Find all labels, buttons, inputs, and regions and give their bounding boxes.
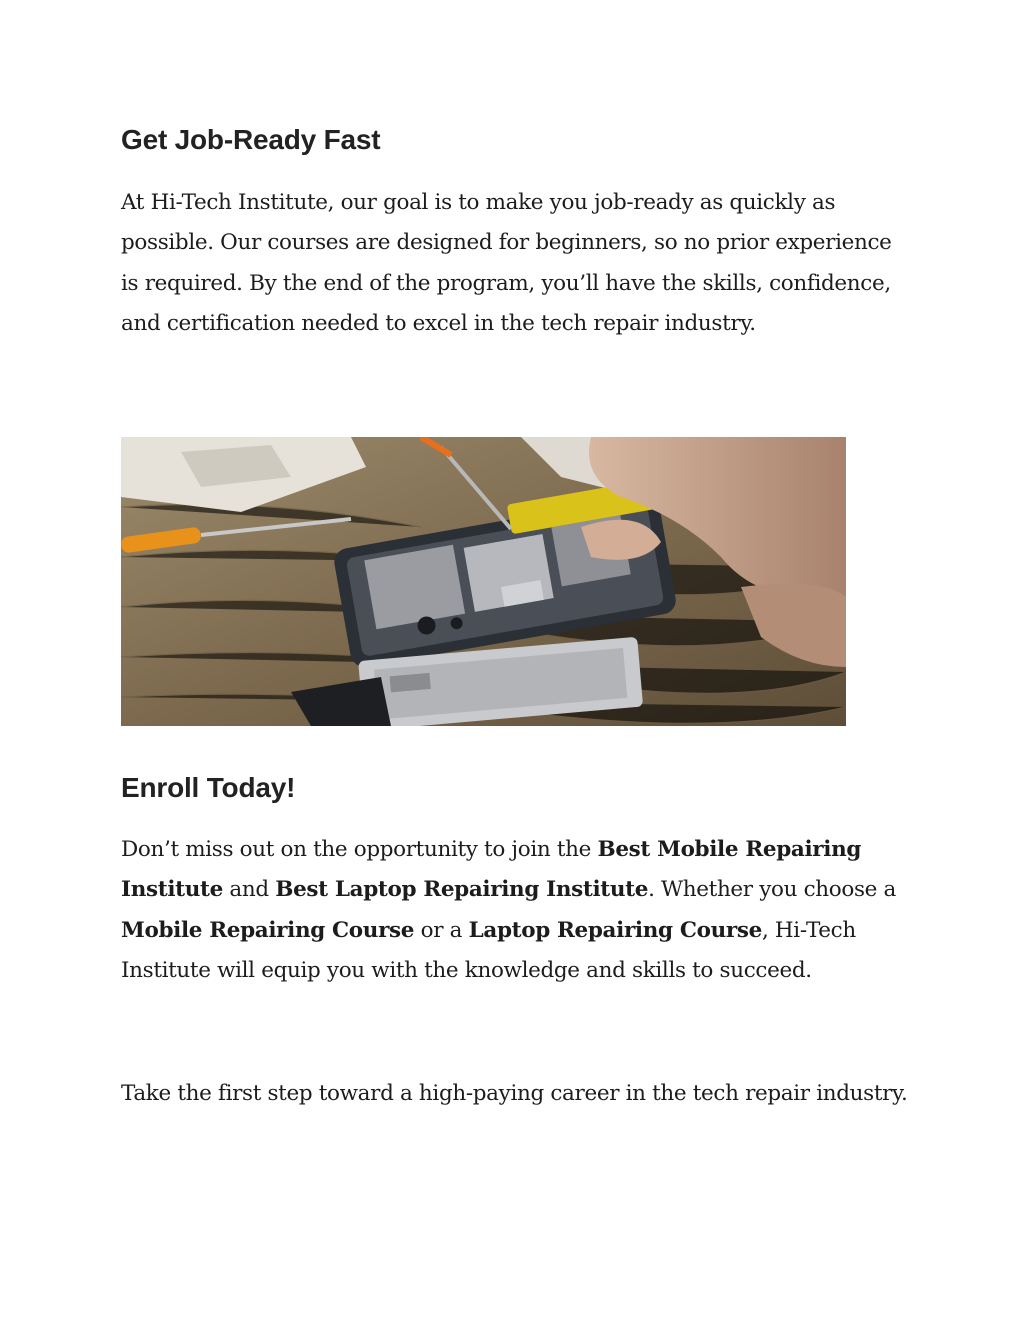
section-heading-job-ready: Get Job-Ready Fast — [121, 124, 381, 155]
bold-best-laptop-institute: Best Laptop Repairing Institute — [275, 877, 649, 903]
repair-photo — [121, 437, 846, 726]
bold-mobile-course: Mobile Repairing Course — [121, 917, 415, 943]
enroll-paragraph: Don’t miss out on the opportunity to join the Best Mobile Repairing Institute and Best Laptop Repairing Institute. Whether you choose a Mobile Repairing Course or a Laptop Repairing Course, Hi-Tech Institute will equip you with the knowledge and skills to succeed. — [121, 837, 896, 983]
bold-best-mobile-institute: Best Mobile Repairing Institute — [121, 837, 862, 903]
first-step-paragraph: Take the first step toward a high-paying career in the tech repair industry. — [121, 1081, 908, 1106]
bold-laptop-course: Laptop Repairing Course — [468, 917, 762, 943]
section-heading-enroll: Enroll Today! — [121, 772, 296, 803]
job-ready-paragraph: At Hi-Tech Institute, our goal is to make you job-ready as quickly as possible. Our courses are designed for beginners, so no prior experience is required. By the end of the program, you’ll have the skills, confidence, and certification needed to excel in the tech repair industry. — [121, 190, 892, 336]
